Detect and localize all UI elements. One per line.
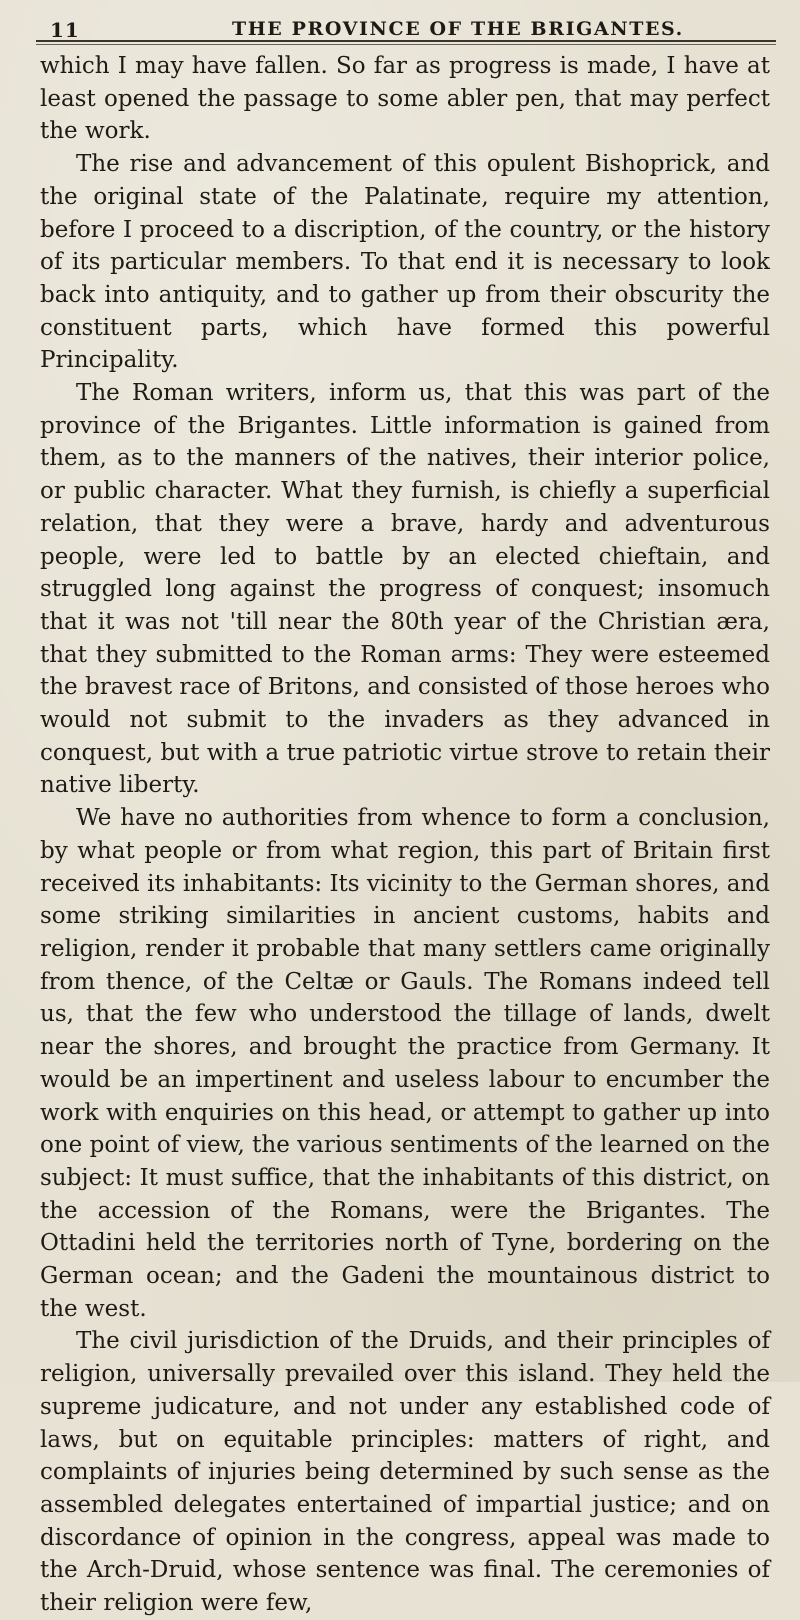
header-rule bbox=[36, 40, 776, 42]
paragraph-druids: The civil jurisdiction of the Druids, and their principles of religion, universally prevailed over this island. They held the supreme judicature, and not under any established code of laws, but on equitable principles: matters of right, and complaints of injuries being determined by such sense as the assembled delegates entertained of impartial justice; and on discordance of opinion in the congress, appeal was made to the Arch-Druid, whose sentence was final. The ceremonies of their religion were few, bbox=[40, 1328, 770, 1617]
paragraph-roman-writers: The Roman writers, inform us, that this was part of the province of the Brigantes. Little information is gained from them, as to the manners of the natives, their interior police, or public character. What they furnish, is chiefly a superficial relation, that they were a brave, hardy and adventurous people, were led to battle by an elected chieftain, and struggled long against the progress of conquest; insomuch that it was not 'till near the 80th year of the Christian æra, that they submitted to the Roman arms: They were esteemed the bravest race of Britons, and consisted of those heroes who would not submit to the invaders as they advanced in conquest, but with a true patriotic virtue strove to retain their native liberty. bbox=[40, 380, 770, 799]
paragraph-continuation: which I may have fallen. So far as progress is made, I have at least opened the passage to some abler pen, that may perfect the work. bbox=[40, 53, 770, 145]
page-number: 11 bbox=[50, 18, 80, 42]
running-title: THE PROVINCE OF THE BRIGANTES. bbox=[232, 18, 684, 40]
paragraph-authorities: We have no authorities from whence to form a conclusion, by what people or from what region, this part of Britain first received its inhabitants: Its vicinity to the German shores, and some striking similarities in ancient customs, habits and religion, render it probable that many settlers came originally from thence, of the Celtæ or Gauls. The Romans indeed tell us, that the few who understood the tillage of lands, dwelt near the shores, and brought the practice from Germany. It would be an impertinent and useless labour to encumber the work with enquiries on this head, or attempt to gather up into one point of view, the various sentiments of the learned on the subject: It must suffice, that the inhabitants of this district, on the accession of the Romans, were the Brigantes. The Ottadini held the territories north of Tyne, bordering on the German ocean; and the Gadeni the mountainous district to the west. bbox=[40, 805, 770, 1322]
body-text bbox=[40, 50, 770, 1620]
header-rule-thin bbox=[36, 44, 776, 45]
paragraph-bishoprick: The rise and advancement of this opulent Bishoprick, and the original state of the Palatinate, require my attention, before I proceed to a discription, of the country, or the history of its particular members. To that end it is necessary to look back into antiquity, and to gather up from their obscurity the constituent parts, which have formed this powerful Principality. bbox=[40, 151, 770, 374]
